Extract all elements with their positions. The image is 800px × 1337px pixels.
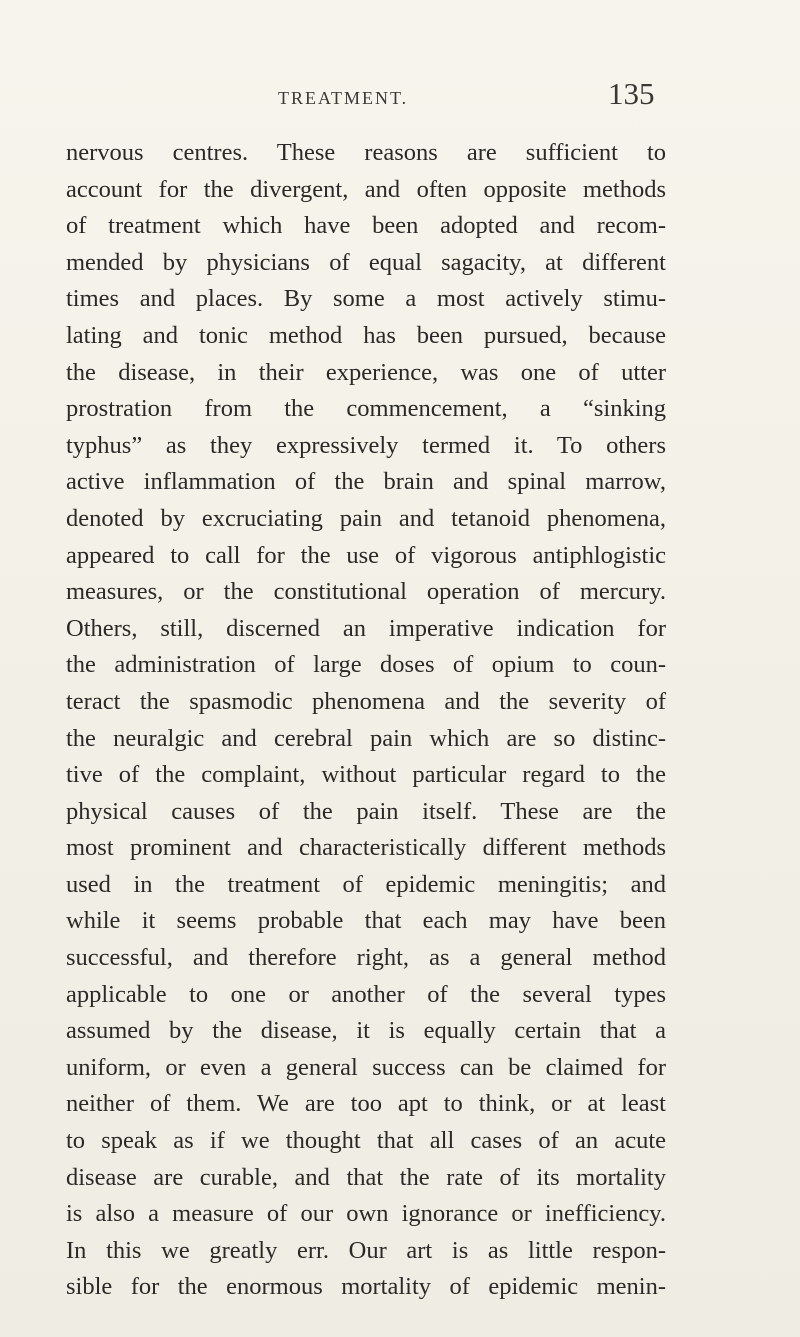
text-line: In this we greatly err. Our art is as little respon- bbox=[66, 1236, 666, 1264]
text-line: typhus” as they expressively termed it. To others bbox=[66, 431, 666, 459]
text-line: applicable to one or another of the several types bbox=[66, 980, 666, 1008]
text-line: the neuralgic and cerebral pain which are so distinc- bbox=[66, 724, 666, 752]
body-text bbox=[66, 135, 666, 1306]
text-line: neither of them. We are too apt to think, or at least bbox=[66, 1090, 666, 1118]
text-line: physical causes of the pain itself. These are the bbox=[66, 797, 666, 825]
text-line: active inflammation of the brain and spinal marrow, bbox=[66, 468, 666, 496]
text-line: used in the treatment of epidemic meningitis; and bbox=[66, 870, 666, 898]
text-line: disease are curable, and that the rate of its mortality bbox=[66, 1163, 666, 1191]
text-line: the administration of large doses of opium to coun- bbox=[66, 651, 666, 679]
text-line: tive of the complaint, without particular regard to the bbox=[66, 761, 666, 789]
text-line: account for the divergent, and often opposite methods bbox=[66, 175, 666, 203]
page-number: 135 bbox=[608, 76, 655, 111]
text-line: nervous centres. These reasons are sufficient to bbox=[66, 139, 666, 166]
text-line: the disease, in their experience, was one of utter bbox=[66, 358, 666, 386]
text-line: measures, or the constitutional operation of mercury. bbox=[66, 578, 666, 606]
text-line: mended by physicians of equal sagacity, at different bbox=[66, 248, 666, 276]
text-line: assumed by the disease, it is equally certain that a bbox=[66, 1017, 666, 1045]
text-line: sible for the enormous mortality of epidemic menin- bbox=[66, 1273, 666, 1301]
text-line: times and places. By some a most actively stimu- bbox=[66, 285, 666, 313]
text-line: teract the spasmodic phenomena and the severity of bbox=[66, 687, 666, 715]
text-line: successful, and therefore right, as a general method bbox=[66, 944, 666, 972]
text-line: uniform, or even a general success can be claimed for bbox=[66, 1053, 666, 1081]
text-line: Others, still, discerned an imperative indication for bbox=[66, 614, 666, 642]
text-line: most prominent and characteristically different methods bbox=[66, 834, 666, 862]
text-line: denoted by excruciating pain and tetanoid phenomena, bbox=[66, 504, 666, 532]
text-line: is also a measure of our own ignorance or inefficiency. bbox=[66, 1200, 666, 1228]
text-line: prostration from the commencement, a “sinking bbox=[66, 395, 666, 423]
text-line: while it seems probable that each may have been bbox=[66, 907, 666, 935]
text-line: to speak as if we thought that all cases of an acute bbox=[66, 1127, 666, 1155]
text-line: appeared to call for the use of vigorous antiphlogistic bbox=[66, 541, 666, 569]
running-head: TREATMENT. bbox=[278, 88, 409, 108]
text-line: of treatment which have been adopted and recom- bbox=[66, 212, 666, 240]
text-line: lating and tonic method has been pursued, because bbox=[66, 321, 666, 349]
